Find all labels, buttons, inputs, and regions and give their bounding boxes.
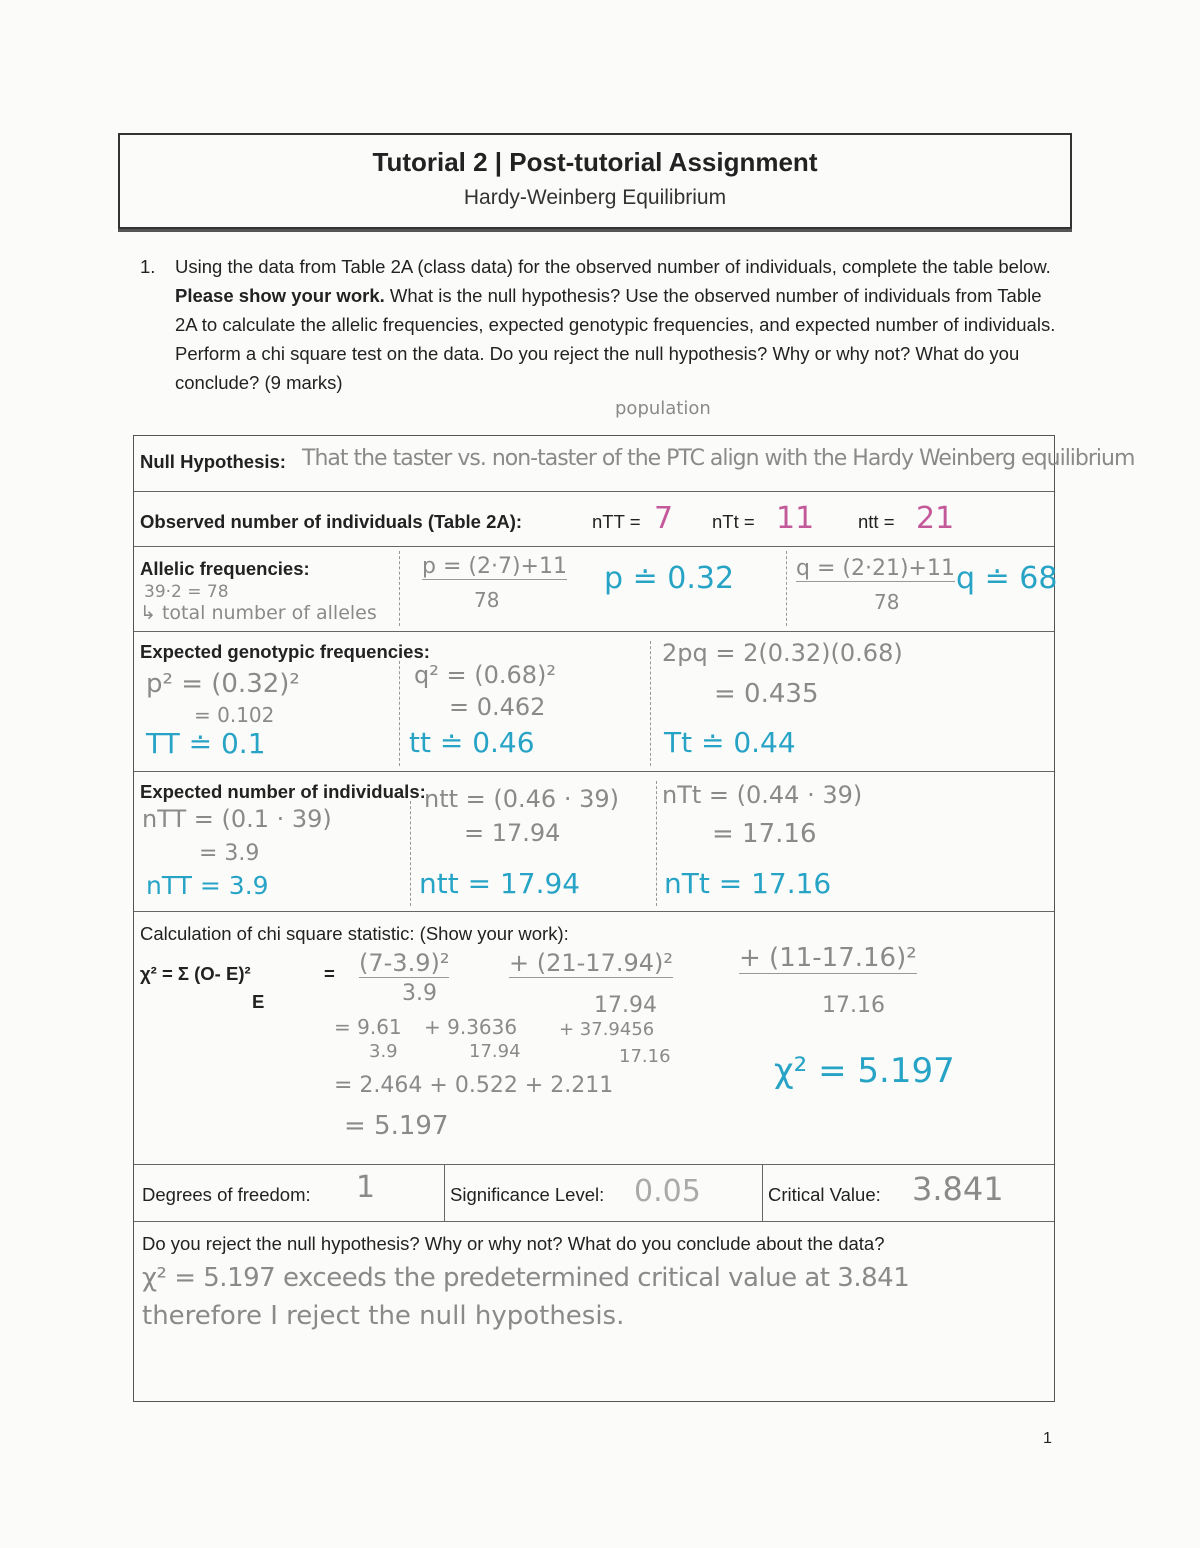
question-text: Using the data from Table 2A (class data) for the observed number of individuals, complete the table below. <box>175 256 1051 277</box>
ntt-label: nTT = <box>592 511 641 532</box>
genotypic-label: Expected genotypic frequencies: <box>140 641 430 662</box>
ntt-value: 21 <box>916 501 955 536</box>
allelic-row <box>134 546 1058 632</box>
conclusion-label: Do you reject the null hypothesis? Why or why not? What do you conclude about the data? <box>142 1233 885 1254</box>
sig-label: Significance Level: <box>450 1184 605 1205</box>
expected-row <box>134 771 1054 912</box>
q-denominator: 78 <box>874 590 900 614</box>
p-result: p ≐ 0.32 <box>604 561 735 596</box>
ntt-lower-label: ntt = <box>858 511 895 532</box>
chi-result: χ² = 5.197 <box>774 1051 955 1091</box>
line-2-b: + 9.3636 <box>424 1015 518 1039</box>
nTt-expected-value: = 17.16 <box>712 819 817 849</box>
chi-label: Calculation of chi square statistic: (Show your work): <box>140 923 569 944</box>
conclusion-line-1: χ² = 5.197 exceeds the predetermined critical value at 3.841 <box>142 1263 910 1293</box>
2pq-work: 2pq = 2(0.32)(0.68) <box>662 639 903 667</box>
question-number: 1. <box>140 256 156 277</box>
ntt-expected-result: ntt = 17.94 <box>419 867 581 900</box>
term-1-denominator: 3.9 <box>402 981 437 1006</box>
chi-formula-denominator: E <box>252 991 265 1012</box>
null-label: Null Hypothesis: <box>140 451 286 472</box>
null-hypothesis-row <box>134 436 1135 492</box>
allelic-label: Allelic frequencies: <box>140 558 310 579</box>
page-title: Tutorial 2 | Post-tutorial Assignment <box>372 147 818 177</box>
answer-table <box>133 435 1135 1402</box>
nTt-value: 11 <box>776 501 815 536</box>
allelic-note: 39·2 = 78 <box>144 582 229 602</box>
critical-label: Critical Value: <box>768 1184 881 1205</box>
line-3: = 2.464 + 0.522 + 2.211 <box>334 1073 614 1098</box>
line-4: = 5.197 <box>344 1111 449 1141</box>
observed-label: Observed number of individuals (Table 2A): <box>140 511 523 532</box>
line-2-c: + 37.9456 <box>559 1019 655 1040</box>
df-label: Degrees of freedom: <box>142 1184 311 1205</box>
page-subtitle: Hardy-Weinberg Equilibrium <box>463 186 727 209</box>
nTT-value: 7 <box>654 501 674 536</box>
expected-label: Expected number of individuals: <box>140 781 426 802</box>
TT-frequency: TT ≐ 0.1 <box>146 727 266 760</box>
df-value: 1 <box>356 1170 376 1205</box>
p-denominator: 78 <box>474 588 500 612</box>
q2-work: q² = (0.68)² <box>414 661 557 689</box>
conclusion-row <box>134 1221 1054 1399</box>
term-1-numerator: (7-3.9)² <box>359 949 450 977</box>
term-3-denominator: 17.16 <box>822 993 885 1018</box>
title-box <box>118 133 1072 229</box>
p2-value: = 0.102 <box>194 703 275 727</box>
stats-row <box>134 1164 1054 1222</box>
nTT-expected-result: nTT = 3.9 <box>146 871 269 900</box>
q2-value: = 0.462 <box>449 693 546 721</box>
line-2-b-den: 17.94 <box>469 1041 521 1062</box>
line-2-c-den: 17.16 <box>619 1046 671 1067</box>
null-answer: That the taster vs. non-taster of the PTC align with the Hardy Weinberg equilibrium <box>302 446 1135 471</box>
ntt-expected-value: = 17.94 <box>464 819 561 847</box>
chi-equals: = <box>324 963 335 984</box>
2pq-value: = 0.435 <box>714 679 819 709</box>
allelic-note-2: ↳ total number of alleles <box>140 602 377 624</box>
insert-note: population <box>615 398 711 419</box>
p-work: p = (2·7)+11 <box>422 554 567 579</box>
term-2-denominator: 17.94 <box>594 993 657 1018</box>
chi-formula: χ² = Σ (O- E)² <box>140 963 251 984</box>
genotypic-row <box>134 631 1054 772</box>
page-number: 1 <box>1043 1430 1052 1447</box>
observed-row <box>134 491 1054 547</box>
term-3-numerator: + (11-17.16)² <box>739 943 917 973</box>
q-work: q = (2·21)+11 <box>796 556 955 581</box>
term-2-numerator: + (21-17.94)² <box>509 949 673 977</box>
tt-frequency: tt ≐ 0.46 <box>409 726 535 759</box>
p2-work: p² = (0.32)² <box>146 669 300 699</box>
sig-value: 0.05 <box>634 1174 701 1209</box>
question-1 <box>140 252 1060 397</box>
conclusion-line-2: therefore I reject the null hypothesis. <box>142 1301 625 1331</box>
q-result: q ≐ 68 <box>956 561 1058 596</box>
nTt-expected-work: nTt = (0.44 · 39) <box>662 781 863 809</box>
nTT-expected-value: = 3.9 <box>199 841 260 866</box>
critical-value: 3.841 <box>912 1170 1004 1208</box>
nTT-expected-work: nTT = (0.1 · 39) <box>142 805 332 833</box>
line-2-a: = 9.61 <box>334 1015 402 1039</box>
ntt-expected-work: ntt = (0.46 · 39) <box>424 785 619 813</box>
nTt-label: nTt = <box>712 511 755 532</box>
nTt-expected-result: nTt = 17.16 <box>664 867 832 900</box>
Tt-frequency: Tt ≐ 0.44 <box>664 726 796 759</box>
question-text-cont: What is the null hypothesis? Use the observed number of individuals from Table 2A to calculate the allelic frequencies, expected genotypic frequencies, and expected number of individuals. Perform a chi square test on the data. Do you reject the null hypothesis? Why or why not? What do you conclude? (9 marks) <box>175 285 1056 393</box>
chi-square-row <box>134 911 1054 1165</box>
question-bold: Please show your work. <box>175 285 385 306</box>
line-2-a-den: 3.9 <box>369 1041 398 1062</box>
